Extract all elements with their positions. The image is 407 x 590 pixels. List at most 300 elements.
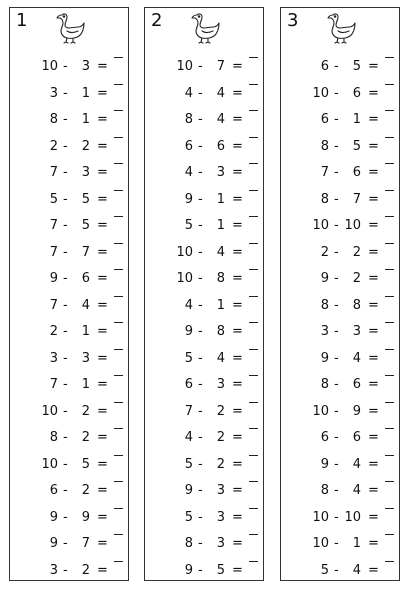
minuend: 8 (320, 191, 329, 207)
problem-row (281, 190, 399, 210)
problem-row (145, 402, 263, 422)
minus-sign: - (198, 456, 203, 472)
minus-sign: - (198, 324, 203, 339)
problem-row (145, 561, 263, 581)
equals-sign: = (232, 59, 243, 74)
problem-row (281, 534, 399, 554)
problem-row (10, 322, 128, 342)
equals-sign: = (97, 403, 108, 419)
subtrahend: 3 (81, 59, 90, 74)
answer-blank[interactable] (249, 534, 258, 535)
answer-blank[interactable] (249, 163, 258, 164)
minus-sign: - (63, 324, 68, 339)
equals-sign: = (368, 562, 379, 578)
subtrahend: 9 (352, 403, 361, 419)
equals-sign: = (368, 483, 379, 498)
problem-row (281, 57, 399, 77)
problem-row (281, 481, 399, 501)
minuend: 10 (312, 403, 329, 419)
worksheet-panel-2 (144, 7, 264, 581)
problem-row (145, 349, 263, 369)
equals-sign: = (232, 271, 243, 286)
equals-sign: = (368, 297, 379, 313)
equals-sign: = (97, 456, 108, 472)
answer-blank[interactable] (249, 455, 258, 456)
equals-sign: = (368, 430, 379, 445)
subtrahend: 1 (81, 112, 90, 127)
minuend: 5 (184, 456, 193, 472)
answer-blank[interactable] (385, 534, 394, 535)
equals-sign: = (368, 244, 379, 260)
equals-sign: = (368, 112, 379, 127)
subtrahend: 1 (352, 536, 361, 551)
minuend: 9 (49, 509, 58, 525)
equals-sign: = (232, 191, 243, 207)
equals-sign: = (97, 165, 108, 180)
answer-blank[interactable] (114, 243, 123, 244)
equals-sign: = (232, 377, 243, 392)
equals-sign: = (232, 456, 243, 472)
answer-blank[interactable] (249, 84, 258, 85)
subtrahend: 4 (352, 562, 361, 578)
answer-blank[interactable] (114, 481, 123, 482)
goose-icon (54, 11, 86, 45)
problem-row (10, 481, 128, 501)
minuend: 10 (176, 271, 193, 286)
subtrahend: 3 (216, 509, 225, 525)
equals-sign: = (97, 218, 108, 233)
equals-sign: = (232, 244, 243, 260)
subtrahend: 4 (216, 85, 225, 101)
answer-blank[interactable] (385, 375, 394, 376)
subtrahend: 8 (216, 324, 225, 339)
minuend: 6 (320, 430, 329, 445)
answer-blank[interactable] (114, 375, 123, 376)
minus-sign: - (63, 403, 68, 419)
minus-sign: - (198, 85, 203, 101)
minus-sign: - (334, 403, 339, 419)
subtrahend: 3 (81, 165, 90, 180)
minuend: 6 (184, 138, 193, 154)
problem-row (281, 84, 399, 104)
minus-sign: - (63, 271, 68, 286)
subtrahend: 6 (352, 85, 361, 101)
minus-sign: - (198, 483, 203, 498)
minus-sign: - (334, 112, 339, 127)
problem-row (145, 508, 263, 528)
problem-row (281, 216, 399, 236)
minus-sign: - (63, 59, 68, 74)
problem-row (145, 243, 263, 263)
minuend: 10 (41, 403, 58, 419)
problem-row (145, 481, 263, 501)
minus-sign: - (63, 377, 68, 392)
minus-sign: - (198, 297, 203, 313)
answer-blank[interactable] (385, 508, 394, 509)
minus-sign: - (63, 191, 68, 207)
answer-blank[interactable] (114, 402, 123, 403)
subtrahend: 5 (81, 456, 90, 472)
minuend: 4 (184, 165, 193, 180)
answer-blank[interactable] (114, 137, 123, 138)
equals-sign: = (232, 165, 243, 180)
answer-blank[interactable] (385, 190, 394, 191)
minuend: 2 (49, 138, 58, 154)
answer-blank[interactable] (385, 269, 394, 270)
problem-row (10, 375, 128, 395)
minus-sign: - (334, 483, 339, 498)
answer-blank[interactable] (385, 322, 394, 323)
equals-sign: = (97, 271, 108, 286)
minuend: 8 (320, 483, 329, 498)
equals-sign: = (368, 509, 379, 525)
minus-sign: - (63, 112, 68, 127)
worksheet-panel-1 (9, 7, 129, 581)
minuend: 9 (184, 483, 193, 498)
subtrahend: 1 (352, 112, 361, 127)
minuend: 7 (184, 403, 193, 419)
equals-sign: = (232, 85, 243, 101)
problem-row (145, 137, 263, 157)
answer-blank[interactable] (249, 481, 258, 482)
minuend: 7 (49, 218, 58, 233)
problem-row (10, 110, 128, 130)
minus-sign: - (334, 244, 339, 260)
minus-sign: - (198, 377, 203, 392)
minuend: 4 (184, 85, 193, 101)
equals-sign: = (368, 403, 379, 419)
minuend: 9 (320, 350, 329, 366)
minus-sign: - (63, 430, 68, 445)
equals-sign: = (97, 297, 108, 313)
equals-sign: = (368, 350, 379, 366)
answer-blank[interactable] (249, 402, 258, 403)
subtrahend: 4 (352, 483, 361, 498)
subtrahend: 4 (352, 456, 361, 472)
subtrahend: 1 (81, 377, 90, 392)
equals-sign: = (97, 191, 108, 207)
problem-row (10, 137, 128, 157)
answer-blank[interactable] (385, 296, 394, 297)
equals-sign: = (368, 138, 379, 154)
minuend: 8 (320, 297, 329, 313)
minus-sign: - (198, 350, 203, 366)
answer-blank[interactable] (114, 84, 123, 85)
problem-row (281, 243, 399, 263)
minuend: 9 (184, 324, 193, 339)
equals-sign: = (97, 509, 108, 525)
subtrahend: 7 (81, 536, 90, 551)
problem-row (10, 216, 128, 236)
answer-blank[interactable] (114, 57, 123, 58)
minuend: 5 (184, 218, 193, 233)
problem-row (10, 243, 128, 263)
minus-sign: - (63, 509, 68, 525)
answer-blank[interactable] (114, 561, 123, 562)
problem-row (10, 349, 128, 369)
equals-sign: = (232, 509, 243, 525)
panel-number: 3 (287, 10, 299, 31)
minus-sign: - (334, 138, 339, 154)
answer-blank[interactable] (385, 455, 394, 456)
subtrahend: 2 (216, 403, 225, 419)
answer-blank[interactable] (114, 508, 123, 509)
answer-blank[interactable] (114, 216, 123, 217)
minus-sign: - (63, 536, 68, 551)
problem-row (10, 269, 128, 289)
problem-row (281, 455, 399, 475)
problem-row (281, 322, 399, 342)
answer-blank[interactable] (114, 322, 123, 323)
problem-row (145, 375, 263, 395)
minuend: 7 (49, 377, 58, 392)
equals-sign: = (97, 483, 108, 498)
subtrahend: 2 (216, 430, 225, 445)
minus-sign: - (63, 85, 68, 101)
minuend: 10 (312, 509, 329, 525)
problem-row (10, 534, 128, 554)
subtrahend: 5 (81, 218, 90, 233)
equals-sign: = (97, 244, 108, 260)
answer-blank[interactable] (249, 137, 258, 138)
minus-sign: - (198, 165, 203, 180)
equals-sign: = (232, 324, 243, 339)
answer-blank[interactable] (385, 57, 394, 58)
answer-blank[interactable] (385, 110, 394, 111)
answer-blank[interactable] (249, 269, 258, 270)
minuend: 9 (320, 271, 329, 286)
subtrahend: 7 (352, 191, 361, 207)
minus-sign: - (198, 403, 203, 419)
subtrahend: 6 (352, 165, 361, 180)
problem-row (145, 455, 263, 475)
problem-row (281, 561, 399, 581)
minuend: 10 (312, 85, 329, 101)
answer-blank[interactable] (249, 349, 258, 350)
problem-row (145, 269, 263, 289)
answer-blank[interactable] (385, 84, 394, 85)
equals-sign: = (232, 350, 243, 366)
minus-sign: - (63, 165, 68, 180)
minus-sign: - (63, 244, 68, 260)
answer-blank[interactable] (385, 137, 394, 138)
subtrahend: 10 (344, 509, 361, 525)
equals-sign: = (97, 350, 108, 366)
minus-sign: - (198, 59, 203, 74)
equals-sign: = (368, 218, 379, 233)
minuend: 3 (49, 562, 58, 578)
minus-sign: - (334, 85, 339, 101)
minus-sign: - (198, 562, 203, 578)
minuend: 3 (320, 324, 329, 339)
subtrahend: 1 (216, 218, 225, 233)
problem-row (10, 296, 128, 316)
equals-sign: = (368, 271, 379, 286)
equals-sign: = (368, 536, 379, 551)
minus-sign: - (63, 562, 68, 578)
answer-blank[interactable] (114, 428, 123, 429)
equals-sign: = (97, 536, 108, 551)
subtrahend: 6 (216, 138, 225, 154)
problem-row (281, 402, 399, 422)
minus-sign: - (63, 483, 68, 498)
equals-sign: = (232, 562, 243, 578)
answer-blank[interactable] (249, 243, 258, 244)
minuend: 9 (49, 271, 58, 286)
worksheet-panel-3 (280, 7, 400, 581)
minus-sign: - (198, 112, 203, 127)
answer-blank[interactable] (249, 428, 258, 429)
subtrahend: 2 (352, 244, 361, 260)
equals-sign: = (368, 85, 379, 101)
answer-blank[interactable] (385, 428, 394, 429)
problem-row (281, 163, 399, 183)
answer-blank[interactable] (114, 455, 123, 456)
minus-sign: - (63, 350, 68, 366)
answer-blank[interactable] (385, 216, 394, 217)
minus-sign: - (334, 218, 339, 233)
minuend: 5 (49, 191, 58, 207)
subtrahend: 1 (81, 324, 90, 339)
equals-sign: = (368, 165, 379, 180)
minus-sign: - (198, 218, 203, 233)
subtrahend: 2 (81, 403, 90, 419)
answer-blank[interactable] (385, 243, 394, 244)
problem-row (145, 296, 263, 316)
answer-blank[interactable] (385, 163, 394, 164)
minus-sign: - (334, 536, 339, 551)
subtrahend: 1 (216, 297, 225, 313)
answer-blank[interactable] (249, 57, 258, 58)
answer-blank[interactable] (249, 110, 258, 111)
answer-blank[interactable] (249, 561, 258, 562)
answer-blank[interactable] (114, 110, 123, 111)
equals-sign: = (97, 324, 108, 339)
minuend: 8 (320, 377, 329, 392)
equals-sign: = (368, 191, 379, 207)
minuend: 9 (184, 191, 193, 207)
problem-row (145, 57, 263, 77)
subtrahend: 3 (352, 324, 361, 339)
answer-blank[interactable] (114, 190, 123, 191)
answer-blank[interactable] (114, 163, 123, 164)
minus-sign: - (198, 536, 203, 551)
problem-row (281, 349, 399, 369)
minuend: 6 (49, 483, 58, 498)
minuend: 7 (320, 165, 329, 180)
answer-blank[interactable] (385, 561, 394, 562)
answer-blank[interactable] (385, 481, 394, 482)
problem-row (10, 508, 128, 528)
subtrahend: 3 (216, 377, 225, 392)
answer-blank[interactable] (249, 190, 258, 191)
subtrahend: 8 (216, 271, 225, 286)
subtrahend: 4 (352, 350, 361, 366)
answer-blank[interactable] (249, 508, 258, 509)
minuend: 8 (49, 430, 58, 445)
goose-icon (325, 11, 357, 45)
minus-sign: - (334, 430, 339, 445)
subtrahend: 2 (81, 562, 90, 578)
minus-sign: - (334, 324, 339, 339)
problem-row (145, 534, 263, 554)
minus-sign: - (63, 218, 68, 233)
minuend: 4 (184, 430, 193, 445)
equals-sign: = (232, 138, 243, 154)
subtrahend: 6 (81, 271, 90, 286)
minuend: 8 (184, 112, 193, 127)
equals-sign: = (97, 430, 108, 445)
subtrahend: 1 (216, 191, 225, 207)
answer-blank[interactable] (114, 534, 123, 535)
problem-row (10, 190, 128, 210)
equals-sign: = (232, 536, 243, 551)
equals-sign: = (368, 324, 379, 339)
subtrahend: 2 (81, 430, 90, 445)
problem-row (10, 402, 128, 422)
minuend: 8 (49, 112, 58, 127)
minus-sign: - (334, 350, 339, 366)
answer-blank[interactable] (114, 269, 123, 270)
minus-sign: - (334, 271, 339, 286)
minus-sign: - (334, 509, 339, 525)
minuend: 5 (184, 350, 193, 366)
subtrahend: 1 (81, 85, 90, 101)
equals-sign: = (97, 59, 108, 74)
minus-sign: - (198, 430, 203, 445)
subtrahend: 5 (352, 59, 361, 74)
minus-sign: - (198, 191, 203, 207)
minuend: 7 (49, 297, 58, 313)
minus-sign: - (198, 138, 203, 154)
equals-sign: = (368, 59, 379, 74)
minuend: 2 (49, 324, 58, 339)
answer-blank[interactable] (114, 349, 123, 350)
problem-row (145, 216, 263, 236)
answer-blank[interactable] (385, 402, 394, 403)
equals-sign: = (97, 112, 108, 127)
subtrahend: 3 (81, 350, 90, 366)
answer-blank[interactable] (249, 375, 258, 376)
problem-row (281, 296, 399, 316)
problem-row (145, 428, 263, 448)
problem-row (145, 163, 263, 183)
subtrahend: 10 (344, 218, 361, 233)
equals-sign: = (232, 430, 243, 445)
problem-row (145, 190, 263, 210)
minus-sign: - (63, 138, 68, 154)
answer-blank[interactable] (385, 349, 394, 350)
answer-blank[interactable] (249, 296, 258, 297)
minus-sign: - (334, 377, 339, 392)
answer-blank[interactable] (249, 216, 258, 217)
minuend: 7 (49, 165, 58, 180)
minus-sign: - (63, 297, 68, 313)
answer-blank[interactable] (114, 296, 123, 297)
problem-row (10, 84, 128, 104)
subtrahend: 5 (352, 138, 361, 154)
answer-blank[interactable] (249, 322, 258, 323)
minus-sign: - (63, 456, 68, 472)
subtrahend: 9 (81, 509, 90, 525)
minuend: 3 (49, 350, 58, 366)
minuend: 4 (184, 297, 193, 313)
minus-sign: - (198, 509, 203, 525)
subtrahend: 2 (352, 271, 361, 286)
minuend: 3 (49, 85, 58, 101)
subtrahend: 5 (81, 191, 90, 207)
subtrahend: 3 (216, 483, 225, 498)
